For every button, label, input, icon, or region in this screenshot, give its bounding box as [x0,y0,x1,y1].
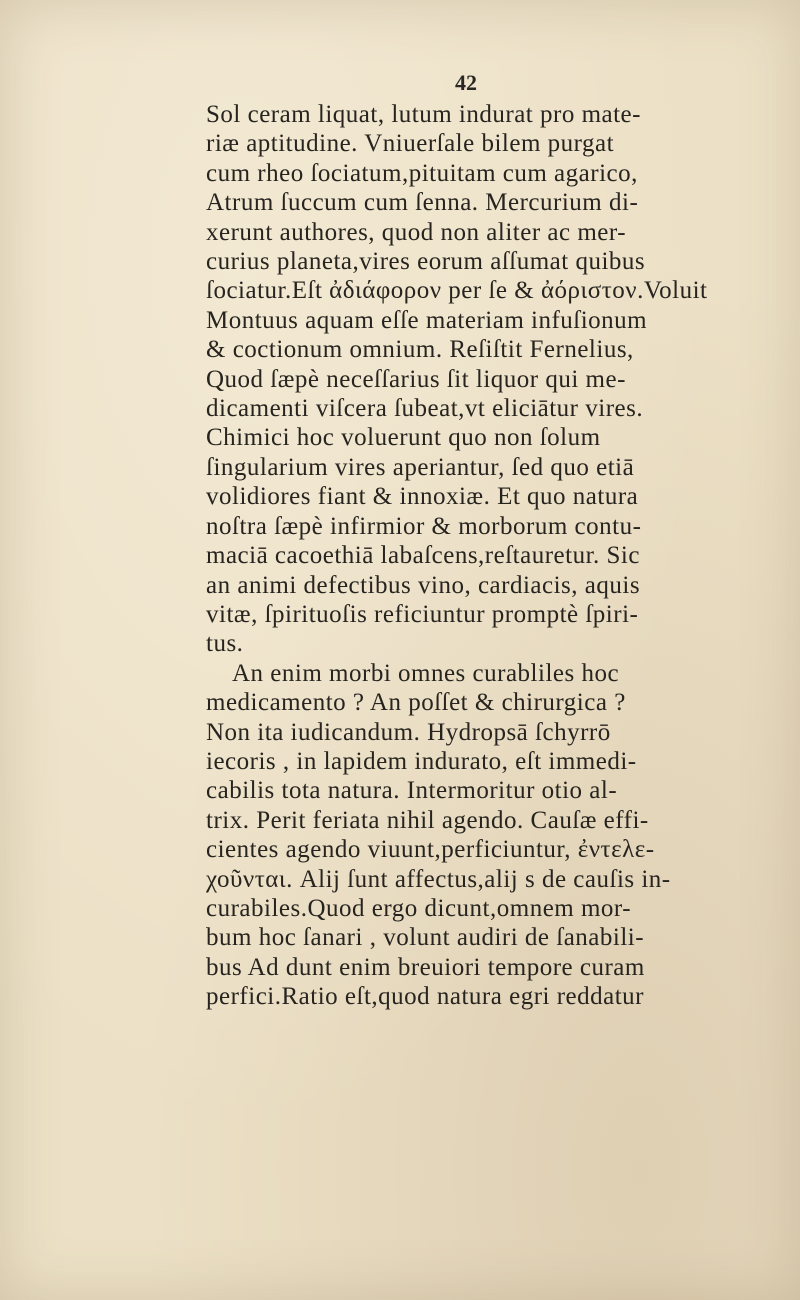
text-line: trix. Perit feriata nihil agendo. Cauſæ effi- [206,806,649,834]
text-line: curabiles.Quod ergo dicunt,omnem mor- [206,894,632,922]
text-line: vitæ, ſpirituoſis reficiuntur promptè ſpiri- [206,600,639,628]
page-number: 42 [455,70,477,95]
body-text [206,100,766,1012]
text-line: ſingularium vires aperiantur, ſed quo etiā [206,453,635,481]
text-line: dicamenti viſcera ſubeat,vt eliciātur vires. [206,395,644,423]
text-line: cum rheo ſociatum,pituitam cum agarico, [206,159,638,187]
text-line: perfici.Ratio eſt,quod natura egri reddatur [206,983,645,1011]
text-line: χοῦνται. Alij ſunt affectus,alij s de cauſis in- [206,865,671,893]
text-line: medicamento ? An poſſet & chirurgica ? [206,689,626,717]
text-line: Sol ceram liquat, lutum indurat pro mate- [206,101,641,128]
text-line: cabilis tota natura. Intermoritur otio al- [206,777,618,805]
text-line: Chimici hoc voluerunt quo non ſolum [206,424,601,452]
paragraph-start-line: An enim morbi omnes curabliles hoc [232,659,620,687]
text-line: an animi defectibus vino, cardiacis, aquis [206,571,641,599]
text-line: tus. [206,630,244,658]
text-line: & coctionum omnium. Reſiſtit Fernelius, [206,336,634,364]
text-line: Montuus aquam eſſe materiam infuſionum [206,306,648,334]
text-line: maciā cacoethiā labaſcens,reſtauretur. Sic [206,542,640,570]
text-line: xerunt authores, quod non aliter ac mer- [206,218,627,246]
text-line: Quod ſæpè neceſſarius ſit liquor qui me- [206,365,626,393]
text-line: iecoris , in lapidem indurato, eſt immedi- [206,747,637,775]
text-line: riæ aptitudine. Vniuerſale bilem purgat [206,130,615,158]
text-line: cientes agendo viuunt,perficiuntur, ἐντελε- [206,836,655,864]
text-line: Non ita iudicandum. Hydropsā ſchyrrō [206,718,611,746]
text-line: curius planeta,vires eorum aſſumat quibus [206,248,646,276]
text-line: ſociatur.Eſt ἀδιάφορον per ſe & ἀόριστον.Voluit [206,277,708,305]
text-line: volidiores fiant & innoxiæ. Et quo natura [206,483,639,511]
text-line: bus Ad dunt enim breuiori tempore curam [206,953,645,981]
text-line: noſtra ſæpè infirmior & morborum contu- [206,512,642,540]
text-line: bum hoc ſanari , volunt audiri de ſanabili- [206,924,645,952]
text-line: Atrum ſuccum cum ſenna. Mercurium di- [206,189,639,217]
